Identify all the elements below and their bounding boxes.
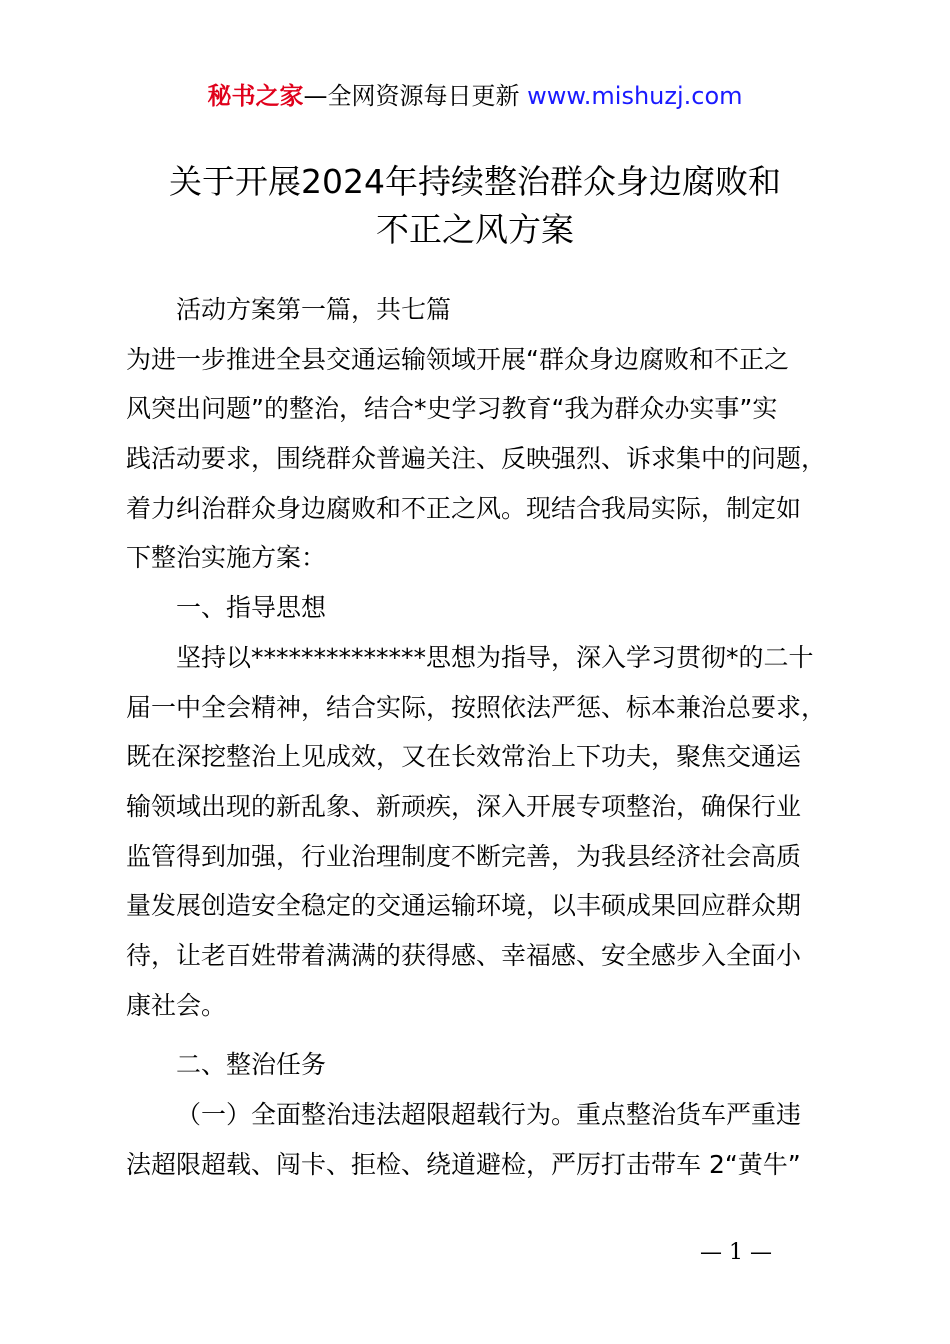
guiding-ideology-paragraph xyxy=(126,633,846,1031)
paragraph-line: 量发展创造安全稳定的交通运输环境，以丰硕成果回应群众期 xyxy=(126,891,802,921)
paragraph-line: 为进一步推进全县交通运输领域开展“群众身边腐败和不正之 xyxy=(126,344,789,374)
document-title-line-2: 不正之风方案 xyxy=(376,210,574,249)
paragraph-line: 待，让老百姓带着满满的获得感、幸福感、安全感步入全面小 xyxy=(126,940,802,970)
site-tagline: —全网资源每日更新 xyxy=(303,82,528,110)
paragraph-line: 康社会。 xyxy=(126,990,227,1020)
site-brand: 秘书之家 xyxy=(207,82,304,110)
paragraph-line: 届一中全会精神，结合实际，按照依法严惩、标本兼治总要求， xyxy=(126,692,827,722)
paragraph-line: 风突出问题”的整治，结合*史学习教育“我为群众办实事”实 xyxy=(126,394,778,424)
section-heading-rectification-tasks: 二、整治任务 xyxy=(176,1050,327,1080)
paragraph-line: 践活动要求，围绕群众普遍关注、反映强烈、诉求集中的问题， xyxy=(126,444,827,474)
paragraph-line: 监管得到加强，行业治理制度不断完善，为我县经济社会高质 xyxy=(126,841,802,871)
document-title-line-1: 关于开展2024年持续整治群众身边腐败和 xyxy=(169,162,781,201)
site-header xyxy=(0,80,950,112)
intro-paragraph xyxy=(126,335,846,583)
paragraph-line: 着力纠治群众身边腐败和不正之风。现结合我局实际，制定如 xyxy=(126,493,802,523)
site-url-link[interactable]: www.mishuzj.com xyxy=(527,82,743,110)
page-number: — 1 — xyxy=(700,1240,772,1265)
rectification-tasks-paragraph xyxy=(126,1090,846,1189)
paragraph-line: 坚持以**************思想为指导，深入学习贯彻*的二十 xyxy=(176,642,814,672)
paragraph-line: 法超限超载、闯卡、拒检、绕道避检，严厉打击带车 2“黄牛” xyxy=(126,1149,801,1179)
document-title xyxy=(100,158,850,254)
paragraph-line: 既在深挖整治上见成效，又在长效常治上下功夫，聚焦交通运 xyxy=(126,742,802,772)
paragraph-line: 下整治实施方案： xyxy=(126,543,327,573)
document-subtitle: 活动方案第一篇，共七篇 xyxy=(176,295,452,324)
paragraph-spacer xyxy=(126,1030,846,1040)
section-heading-guiding-ideology: 一、指导思想 xyxy=(176,593,327,623)
paragraph-line: 输领域出现的新乱象、新顽疾，深入开展专项整治，确保行业 xyxy=(126,791,802,821)
paragraph-line: （一）全面整治违法超限超载行为。重点整治货车严重违 xyxy=(176,1100,802,1129)
document-body xyxy=(126,285,846,1189)
